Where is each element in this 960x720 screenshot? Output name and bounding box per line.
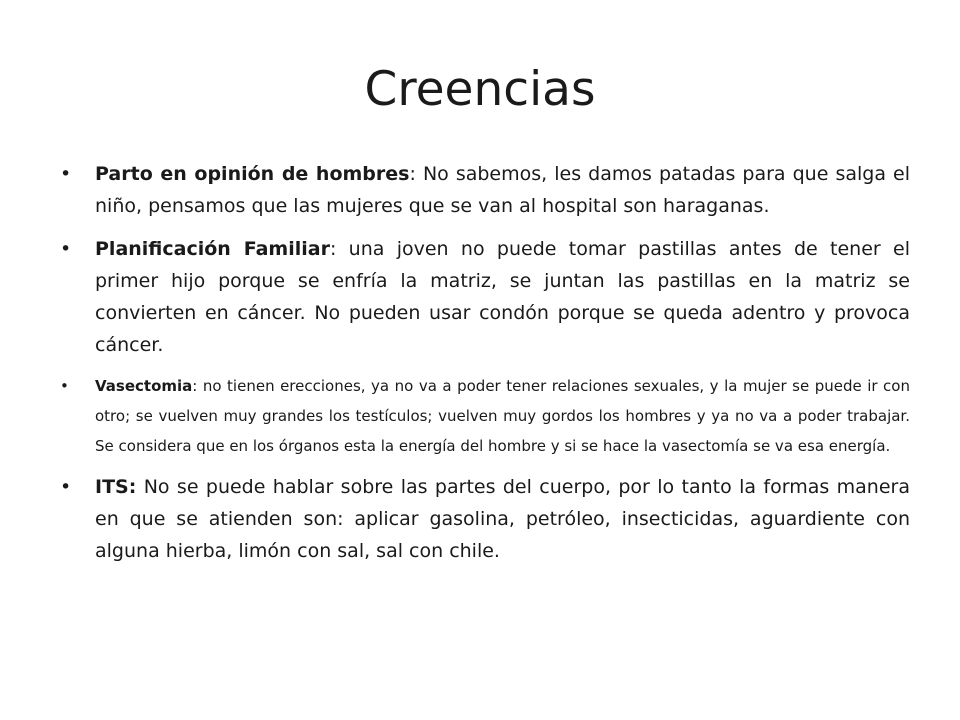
bullet-text: no tienen erecciones, ya no va a poder tener relaciones sexuales, y la mujer se puede ir con otro; se vuelven muy grandes los testículos; vuelven muy gordos los hombres y ya no va a poder trabajar. Se considera que en los órganos esta la energía del hombre y si se hace la vasectomía se va esa energía. bbox=[95, 377, 910, 455]
bullet-separator: : bbox=[329, 238, 337, 260]
bullet-item-parto bbox=[60, 158, 910, 222]
bullet-icon: • bbox=[60, 377, 69, 395]
bullet-text: una joven no puede tomar pastillas antes de tener el primer hijo porque se enfría la matriz, se juntan las pastillas en la matriz se convierten en cáncer. No pueden usar condón porque se queda adentro y provoca cáncer. bbox=[95, 238, 910, 356]
bullet-separator: : bbox=[192, 377, 198, 395]
bullet-text: No sabemos, les damos patadas para que salga el niño, pensamos que las mujeres que se van al hospital son haraganas. bbox=[95, 163, 910, 217]
bullet-text: No se puede hablar sobre las partes del cuerpo, por lo tanto la formas manera en que se atienden son: aplicar gasolina, petróleo, insecticidas, aguardiente con alguna hierba, limón con sal, sal con chile. bbox=[95, 476, 910, 562]
bullet-heading: Parto en opinión de hombres bbox=[95, 163, 410, 185]
bullet-list bbox=[60, 158, 910, 567]
bullet-icon: • bbox=[60, 238, 72, 260]
bullet-heading: Vasectomia bbox=[95, 377, 193, 395]
bullet-heading: Planificación Familiar bbox=[95, 238, 330, 260]
bullet-icon: • bbox=[60, 163, 72, 185]
bullet-separator: : bbox=[409, 163, 416, 185]
bullet-item-vasectomia bbox=[60, 371, 910, 461]
bullet-icon: • bbox=[60, 476, 72, 498]
bullet-item-planificacion bbox=[60, 233, 910, 361]
bullet-item-its bbox=[60, 471, 910, 567]
slide-title: Creencias bbox=[364, 62, 596, 117]
bullet-heading: ITS: bbox=[95, 476, 137, 498]
